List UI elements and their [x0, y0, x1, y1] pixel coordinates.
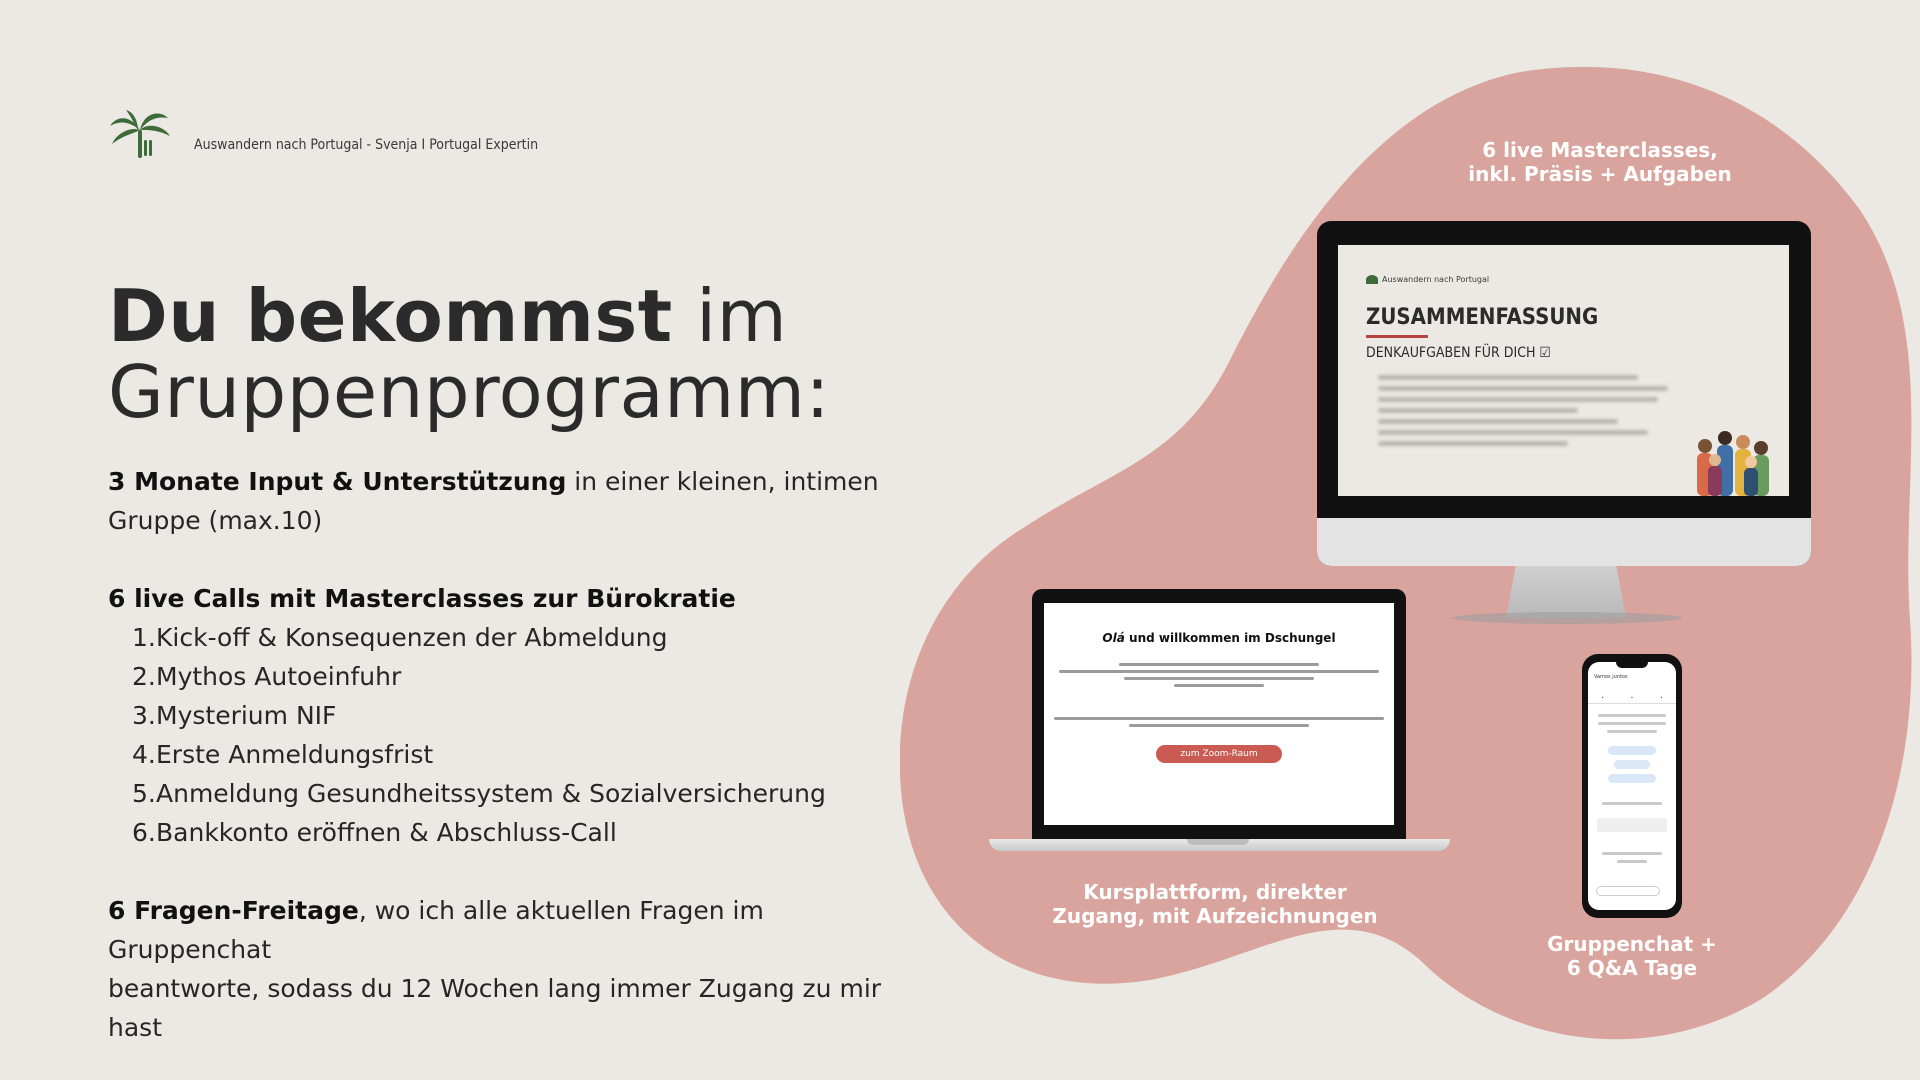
caption-line: 6 Q&A Tage [1566, 956, 1698, 980]
slide-blurred-text [1378, 375, 1678, 452]
chat-line [1602, 852, 1662, 855]
list-label: Anmeldung Gesundheitssystem & Sozialversicherung [156, 779, 826, 808]
slide-title-underline [1366, 335, 1428, 338]
calls-list [108, 618, 888, 852]
caption-line: Kursplattform, direkter [1083, 880, 1347, 904]
list-number: 1. [132, 623, 156, 652]
list-label: Mythos Autoeinfuhr [156, 662, 402, 691]
chat-action-pill[interactable] [1608, 746, 1656, 755]
monitor-chin [1317, 518, 1811, 566]
list-number: 3. [132, 701, 156, 730]
list-item [132, 813, 888, 852]
title-line2: Gruppenprogramm: [108, 350, 831, 434]
brand-name: Auswandern nach Portugal - Svenja I Portugal Expertin [194, 137, 539, 153]
monitor-stand [1506, 566, 1626, 618]
list-label: Mysterium NIF [156, 701, 337, 730]
chat-line [1598, 722, 1666, 725]
list-item [132, 657, 888, 696]
calls-heading [108, 579, 888, 618]
intro-rest: in einer kleinen, intimen [566, 467, 879, 496]
laptop-screen [1044, 603, 1394, 825]
chat-line [1617, 860, 1647, 863]
intro-line2: Gruppe (max.10) [108, 506, 323, 535]
palm-logo-icon [108, 108, 172, 160]
chat-message-input[interactable] [1596, 886, 1660, 896]
course-text-lines [1044, 717, 1394, 727]
list-item [132, 696, 888, 735]
program-details [108, 462, 888, 1047]
chat-line [1598, 714, 1666, 717]
chat-action-pill[interactable] [1608, 774, 1656, 783]
chat-header: Vamos juntos [1594, 674, 1628, 680]
slide-brand-text: Auswandern nach Portugal [1382, 275, 1490, 284]
calls-heading-text: 6 live Calls mit Masterclasses zur Bürokratie [108, 584, 736, 613]
chat-action-pill[interactable] [1614, 760, 1650, 769]
slide-title: ZUSAMMENFASSUNG [1366, 305, 1599, 330]
phone-mockup [1582, 654, 1682, 918]
fridays-bold: 6 Fragen-Freitage [108, 896, 359, 925]
course-text-lines [1044, 663, 1394, 687]
list-number: 2. [132, 662, 156, 691]
chat-tabs: • • • [1588, 696, 1676, 704]
palm-logo-icon [1366, 275, 1378, 284]
title-bold: Du bekommst [108, 274, 673, 358]
monitor-screen [1338, 245, 1789, 496]
chat-line [1602, 802, 1662, 805]
welcome-rest: und willkommen im Dschungel [1124, 631, 1336, 645]
fridays-line2: beantworte, sodass du 12 Wochen lang immer Zugang zu mir hast [108, 974, 882, 1042]
list-number: 4. [132, 740, 156, 769]
list-label: Bankkonto eröffnen & Abschluss-Call [156, 818, 617, 847]
caption-line: 6 live Masterclasses, [1482, 138, 1718, 162]
slide-subtitle: DENKAUFGABEN FÜR DICH ☑ [1366, 345, 1551, 361]
caption-line: Gruppenchat + [1547, 932, 1717, 956]
fridays-paragraph [108, 891, 888, 1047]
monitor-stand-shadow [1452, 612, 1682, 624]
laptop-caption [1050, 880, 1380, 928]
laptop-mockup [1032, 589, 1406, 841]
list-label: Kick-off & Konsequenzen der Abmeldung [156, 623, 668, 652]
laptop-notch [1187, 839, 1249, 845]
people-illustration-icon [1685, 416, 1781, 496]
phone-caption [1532, 932, 1732, 980]
phone-screen [1588, 662, 1676, 910]
fridays-rest: , wo ich alle aktuellen Fragen im Gruppenchat [108, 896, 764, 964]
list-item [132, 618, 888, 657]
zoom-room-button[interactable]: zum Zoom-Raum [1156, 745, 1281, 763]
caption-line: inkl. Präsis + Aufgaben [1468, 162, 1732, 186]
intro-paragraph [108, 462, 888, 540]
list-label: Erste Anmeldungsfrist [156, 740, 434, 769]
course-welcome-title [1044, 631, 1394, 645]
welcome-italic: Olá [1102, 631, 1125, 645]
chat-line [1607, 730, 1657, 733]
list-item [132, 774, 888, 813]
slide-brand [1366, 275, 1489, 284]
chat-apps-row [1597, 818, 1667, 832]
title-rest: im [672, 274, 788, 358]
list-item [132, 735, 888, 774]
list-number: 6. [132, 818, 156, 847]
phone-notch [1616, 662, 1648, 668]
page-title [108, 274, 831, 434]
header [108, 108, 538, 160]
intro-bold: 3 Monate Input & Unterstützung [108, 467, 567, 496]
list-number: 5. [132, 779, 156, 808]
monitor-caption [1450, 138, 1750, 186]
monitor-mockup [1317, 221, 1811, 566]
caption-line: Zugang, mit Aufzeichnungen [1052, 904, 1378, 928]
